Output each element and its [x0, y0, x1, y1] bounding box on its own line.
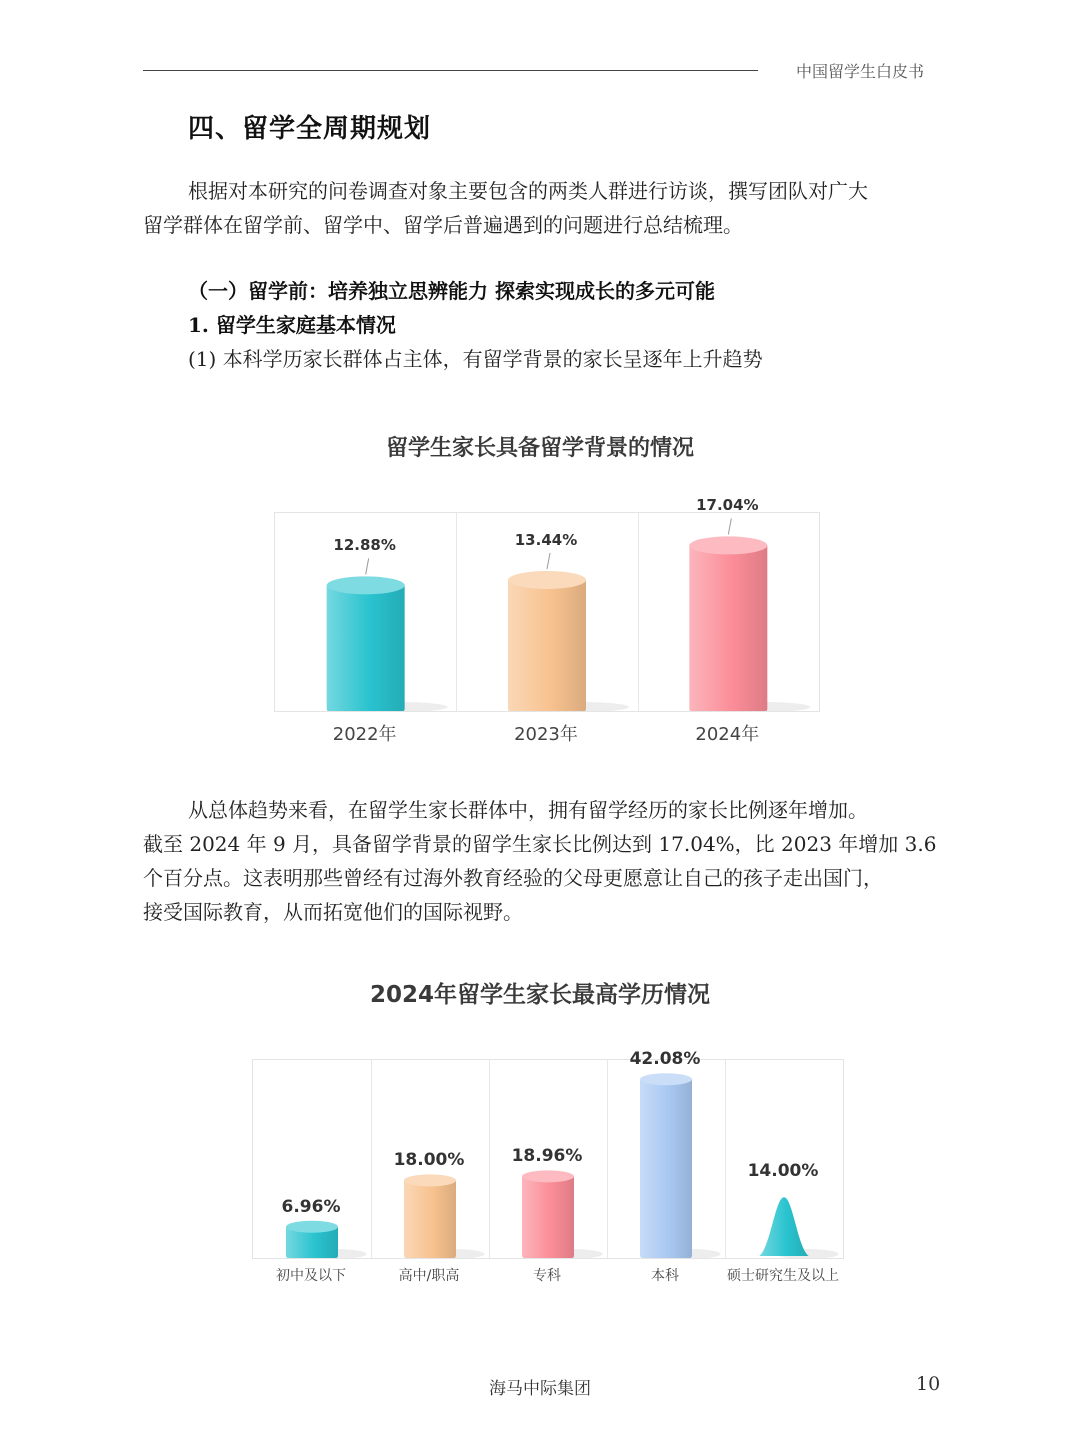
bar — [640, 1079, 692, 1258]
bar-top — [508, 571, 586, 589]
analysis-line-4: 接受国际教育，从而拓宽他们的国际视野。 — [143, 900, 523, 924]
subsection-item-1: 1. 留学生家庭基本情况 — [188, 313, 396, 337]
bar-top — [286, 1221, 338, 1233]
bar-top — [404, 1174, 456, 1186]
value-label: 12.88% — [333, 536, 396, 555]
section-heading: 四、留学全周期规划 — [188, 114, 432, 144]
intro-paragraph — [143, 174, 939, 242]
footer-org: 海马中际集团 — [489, 1379, 591, 1399]
category-label: 硕士研究生及以上 — [727, 1268, 839, 1284]
category-label: 2022年 — [332, 724, 397, 745]
category-label: 本科 — [651, 1268, 679, 1284]
chart1-title: 留学生家长具备留学背景的情况 — [385, 436, 694, 461]
category-label: 初中及以下 — [276, 1268, 346, 1284]
bar-top — [689, 536, 767, 554]
bar-top — [640, 1073, 692, 1085]
category-label: 专科 — [533, 1268, 561, 1284]
subsection-title: （一）留学前：培养独立思辨能力 探索实现成长的多元可能 — [188, 279, 715, 303]
value-label: 18.00% — [393, 1150, 465, 1171]
bar — [508, 580, 586, 711]
bar — [404, 1180, 456, 1258]
chart2-title: 2024年留学生家长最高学历情况 — [369, 982, 710, 1008]
header-rule — [143, 70, 758, 71]
bar-top — [522, 1170, 574, 1182]
header-title: 中国留学生白皮书 — [796, 62, 925, 81]
bar-top — [327, 576, 405, 594]
bar — [327, 585, 405, 711]
value-leader-line — [366, 558, 369, 574]
analysis-line-1: 从总体趋势来看，在留学生家长群体中，拥有留学经历的家长比例逐年增加。 — [188, 798, 868, 822]
value-label: 14.00% — [747, 1161, 819, 1182]
value-label: 13.44% — [514, 530, 578, 549]
value-leader-line — [547, 553, 550, 569]
value-leader-line — [728, 518, 731, 534]
analysis-line-2: 截至 2024 年 9 月，具备留学背景的留学生家长比例达到 17.04%，比 2023 年增加 3.6 — [143, 832, 937, 856]
category-label: 2024年 — [695, 724, 760, 745]
value-label: 6.96% — [281, 1196, 341, 1217]
page-number: 10 — [916, 1373, 941, 1395]
analysis-line-3: 个百分点。这表明那些曾经有过海外教育经验的父母更愿意让自己的孩子走出国门， — [143, 866, 883, 890]
bar — [689, 545, 767, 711]
intro-line-1: 根据对本研究的问卷调查对象主要包含的两类人群进行访谈，撰写团队对广大 — [188, 179, 868, 203]
subsection-item-1-1: (1) 本科学历家长群体占主体，有留学背景的家长呈逐年上升趋势 — [188, 347, 763, 371]
value-label: 42.08% — [629, 1049, 701, 1070]
value-label: 18.96% — [511, 1146, 583, 1167]
bar — [522, 1176, 574, 1258]
intro-line-2: 留学群体在留学前、留学中、留学后普遍遇到的问题进行总结梳理。 — [143, 213, 743, 237]
category-label: 2023年 — [514, 724, 578, 745]
bar — [759, 1197, 808, 1256]
analysis-paragraph — [143, 793, 939, 929]
category-label: 高中/职高 — [398, 1268, 460, 1284]
value-label: 17.04% — [696, 496, 759, 515]
